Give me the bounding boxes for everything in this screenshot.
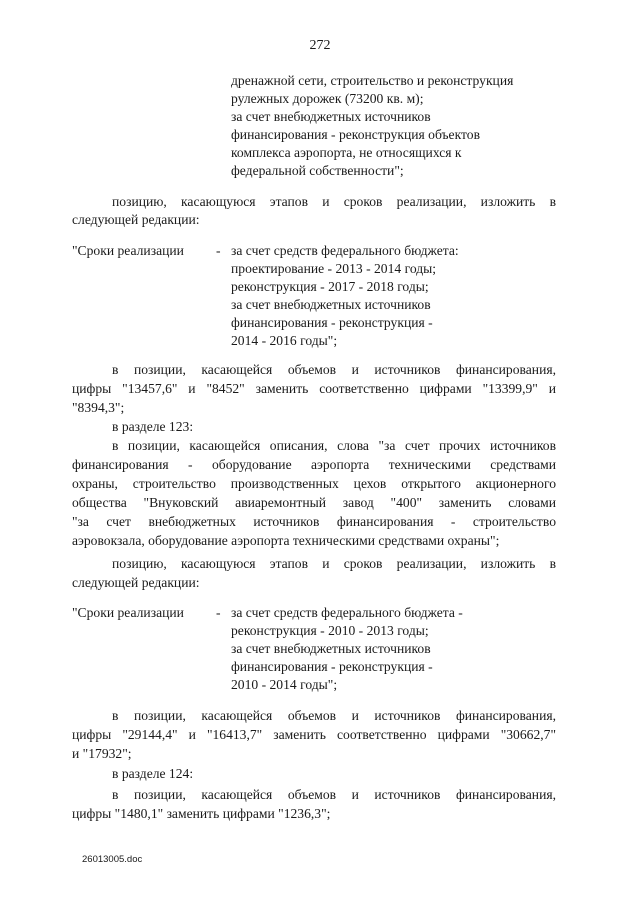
paragraph-line: в позиции, касающейся объемов и источников финансирования, <box>112 787 556 802</box>
text-line: финансирования - реконструкция объектов <box>231 127 480 142</box>
paragraph-line: аэровокзала, оборудование аэропорта техническими средствами охраны"; <box>72 533 500 548</box>
table-line: реконструкция - 2017 - 2018 годы; <box>231 279 429 294</box>
footer-filename: 26013005.doc <box>82 854 143 865</box>
table-line: реконструкция - 2010 - 2013 годы; <box>231 623 429 638</box>
paragraph-line: "за счет внебюджетных источников финансирования - строительство <box>72 514 556 529</box>
text-line: комплекса аэропорта, не относящихся к <box>231 145 462 160</box>
table-line: проектирование - 2013 - 2014 годы; <box>231 261 437 276</box>
paragraph-line: в позиции, касающейся описания, слова "за счет прочих источников <box>112 438 556 453</box>
paragraph-line: следующей редакции: <box>72 212 200 227</box>
table-label: "Сроки реализации <box>72 605 184 620</box>
paragraph-line: позицию, касающуюся этапов и сроков реализации, изложить в <box>112 194 556 209</box>
text-line: дренажной сети, строительство и реконструкция <box>231 73 514 88</box>
text-line: рулежных дорожек (73200 кв. м); <box>231 91 424 106</box>
table-line: финансирования - реконструкция - <box>231 315 433 330</box>
table-label: "Сроки реализации <box>72 243 184 258</box>
table-dash: - <box>216 605 221 620</box>
text-line: за счет внебюджетных источников <box>231 109 431 124</box>
section-heading: в разделе 123: <box>112 419 194 434</box>
paragraph-line: в позиции, касающейся объемов и источников финансирования, <box>112 708 556 723</box>
table-line: 2010 - 2014 годы"; <box>231 677 338 692</box>
paragraph-line: цифры "13457,6" и "8452" заменить соответственно цифрами "13399,9" и <box>72 381 556 396</box>
section-heading: в разделе 124: <box>112 766 194 781</box>
paragraph-line: общества "Внуковский авиаремонтный завод "400" заменить словами <box>72 495 556 510</box>
text-line: федеральной собственности"; <box>231 163 404 178</box>
paragraph-line: цифры "1480,1" заменить цифрами "1236,3"; <box>72 806 331 821</box>
paragraph-line: "8394,3"; <box>72 400 125 415</box>
table-line: за счет средств федерального бюджета - <box>231 605 463 620</box>
paragraph-line: позицию, касающуюся этапов и сроков реализации, изложить в <box>112 556 556 571</box>
table-dash: - <box>216 243 221 258</box>
table-line: за счет внебюджетных источников <box>231 297 431 312</box>
table-line: 2014 - 2016 годы"; <box>231 333 338 348</box>
paragraph-line: охраны, строительство производственных цехов открытого акционерного <box>72 476 556 491</box>
table-line: за счет средств федерального бюджета: <box>231 243 459 258</box>
paragraph-line: цифры "29144,4" и "16413,7" заменить соответственно цифрами "30662,7" <box>72 727 556 742</box>
paragraph-line: в позиции, касающейся объемов и источников финансирования, <box>112 362 556 377</box>
paragraph-line: следующей редакции: <box>72 575 200 590</box>
page-number: 272 <box>309 38 331 53</box>
paragraph-line: и "17932"; <box>72 746 132 761</box>
paragraph-line: финансирования - оборудование аэропорта техническими средствами <box>72 457 556 472</box>
table-line: финансирования - реконструкция - <box>231 659 433 674</box>
table-line: за счет внебюджетных источников <box>231 641 431 656</box>
